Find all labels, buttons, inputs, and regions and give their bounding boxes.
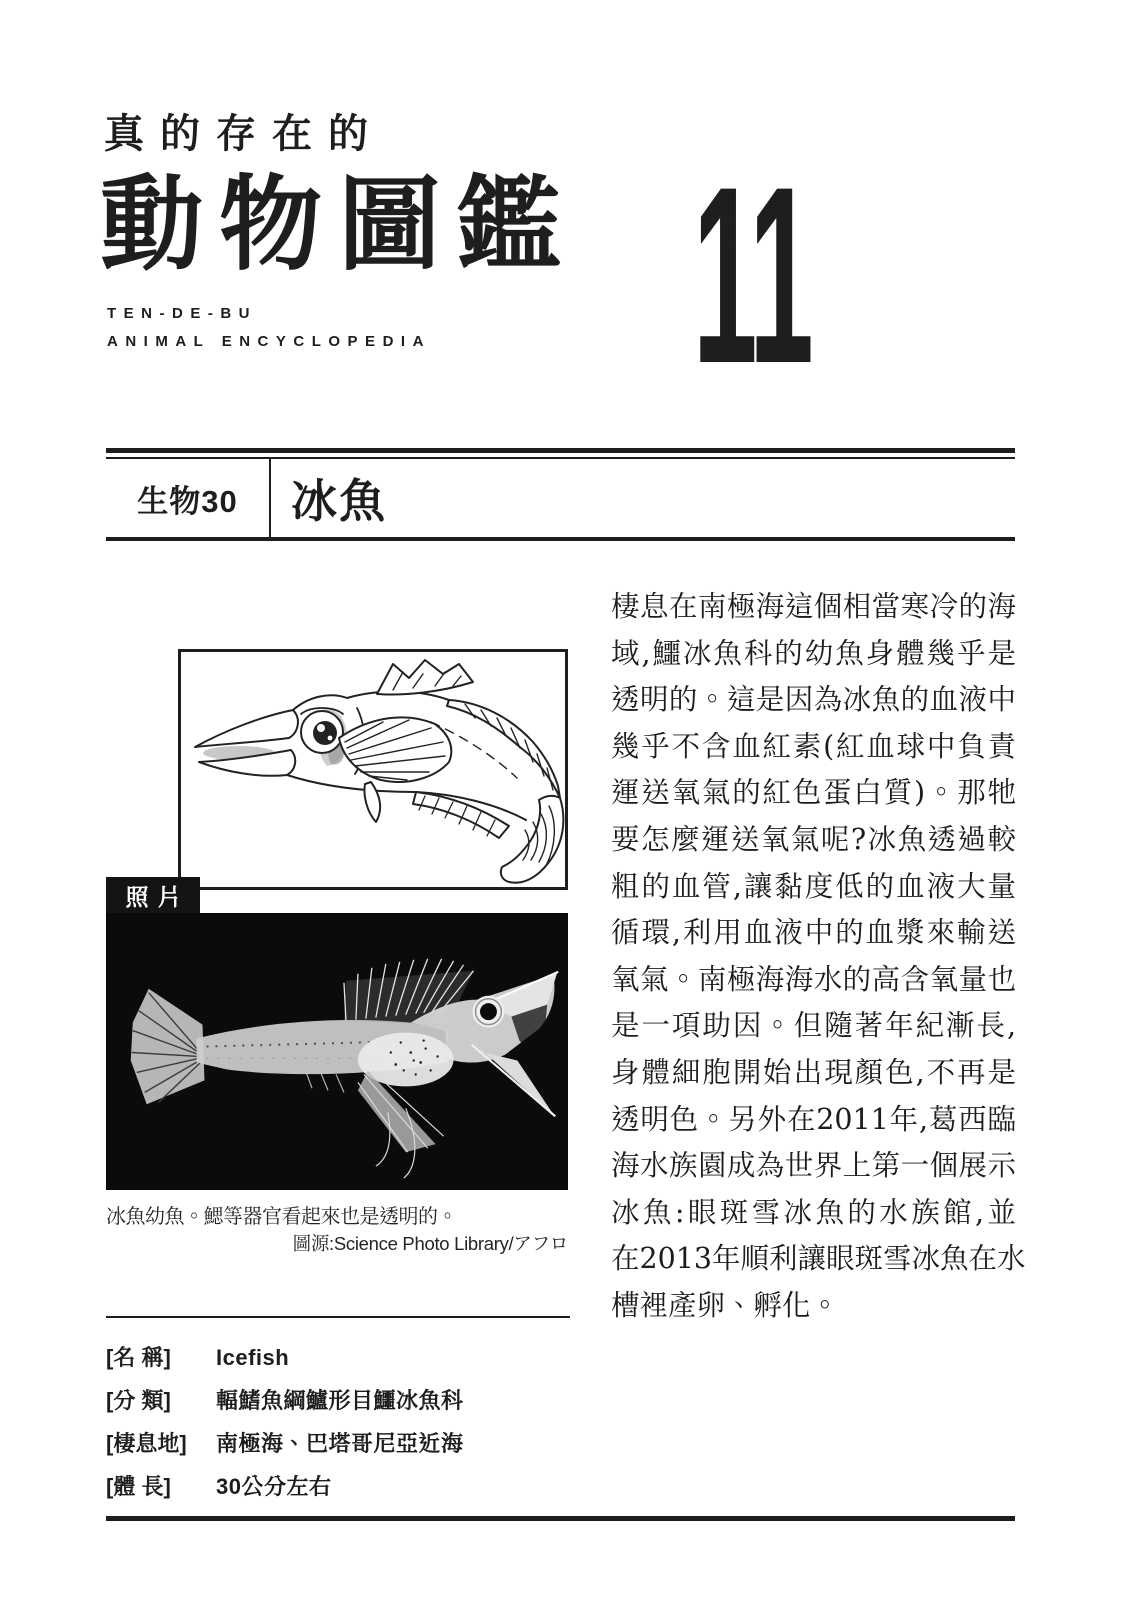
body-line: 運送氧氣的紅色蛋白質)。那牠 <box>611 776 1016 810</box>
page-title: 動物圖鑑 <box>100 164 576 285</box>
fact-row-habitat <box>106 1427 576 1470</box>
fact-row-name <box>106 1341 576 1384</box>
body-line: 要怎麼運送氧氣呢?冰魚透過較 <box>611 822 1016 856</box>
body-line: 粗的血管,讓黏度低的血液大量 <box>611 869 1016 903</box>
entry-title: 冰魚 <box>291 475 387 527</box>
volume-number: 11 <box>693 135 812 416</box>
fact-label: [分 類] <box>106 1388 171 1413</box>
body-line: 氧氣。南極海海水的高含氧量也 <box>611 962 1016 996</box>
band-rule-bottom <box>106 537 1015 541</box>
body-line: 透明色。另外在2011年,葛西臨 <box>611 1102 1016 1136</box>
icefish-photo-figure <box>106 913 568 1190</box>
icefish-line-drawing <box>181 652 565 887</box>
series-label: 真的存在的 <box>104 112 384 156</box>
subtitle-line2: ANIMAL ENCYCLOPEDIA <box>107 333 431 350</box>
body-line: 域,鱷冰魚科的幼魚身體幾乎是 <box>611 636 1016 670</box>
photo-credit: 圖源:Science Photo Library/アフロ <box>292 1233 568 1254</box>
body-line: 是一項助因。但隨著年紀漸長, <box>611 1009 1016 1043</box>
entry-number-label: 生物30 <box>137 483 238 519</box>
band-divider <box>269 459 271 537</box>
fact-value: Icefish <box>216 1345 290 1370</box>
body-line: 棲息在南極海這個相當寒冷的海 <box>611 590 1016 623</box>
fact-label: [名 稱] <box>106 1345 171 1370</box>
body-line: 槽裡產卵、孵化。 <box>611 1288 840 1322</box>
subtitle-romanized <box>107 300 431 356</box>
body-line: 在2013年順利讓眼斑雪冰魚在水 <box>611 1242 1026 1276</box>
body-line: 幾乎不含血紅素(紅血球中負責 <box>611 729 1016 763</box>
facts-divider-rule <box>106 1316 570 1318</box>
body-line: 透明的。這是因為冰魚的血液中 <box>611 683 1016 717</box>
facts-list <box>106 1341 576 1513</box>
body-line: 冰魚:眼斑雪冰魚的水族館,並 <box>611 1195 1016 1229</box>
fact-label: [棲息地] <box>106 1431 187 1456</box>
photo-tag: 照片 <box>106 877 200 913</box>
icefish-photo <box>106 913 568 1190</box>
fact-value: 輻鰭魚綱鱸形目鱷冰魚科 <box>216 1388 464 1413</box>
body-text <box>611 584 1026 1330</box>
icefish-illustration <box>178 649 568 890</box>
fact-value: 南極海、巴塔哥尼亞近海 <box>216 1431 464 1456</box>
subtitle-line1: TEN-DE-BU <box>107 305 257 322</box>
fact-label: [體 長] <box>106 1474 171 1499</box>
band-rule-thick <box>106 448 1015 453</box>
photo-caption: 冰魚幼魚。鰓等器官看起來也是透明的。 <box>106 1206 457 1228</box>
fact-row-length <box>106 1470 576 1513</box>
page-bottom-rule <box>106 1516 1015 1521</box>
fact-value: 30公分左右 <box>216 1474 332 1499</box>
body-line: 身體細胞開始出現顏色,不再是 <box>611 1055 1016 1089</box>
body-line: 循環,利用血液中的血漿來輸送 <box>611 916 1016 950</box>
body-line: 海水族園成為世界上第一個展示 <box>611 1149 1016 1183</box>
fact-row-classification <box>106 1384 576 1427</box>
